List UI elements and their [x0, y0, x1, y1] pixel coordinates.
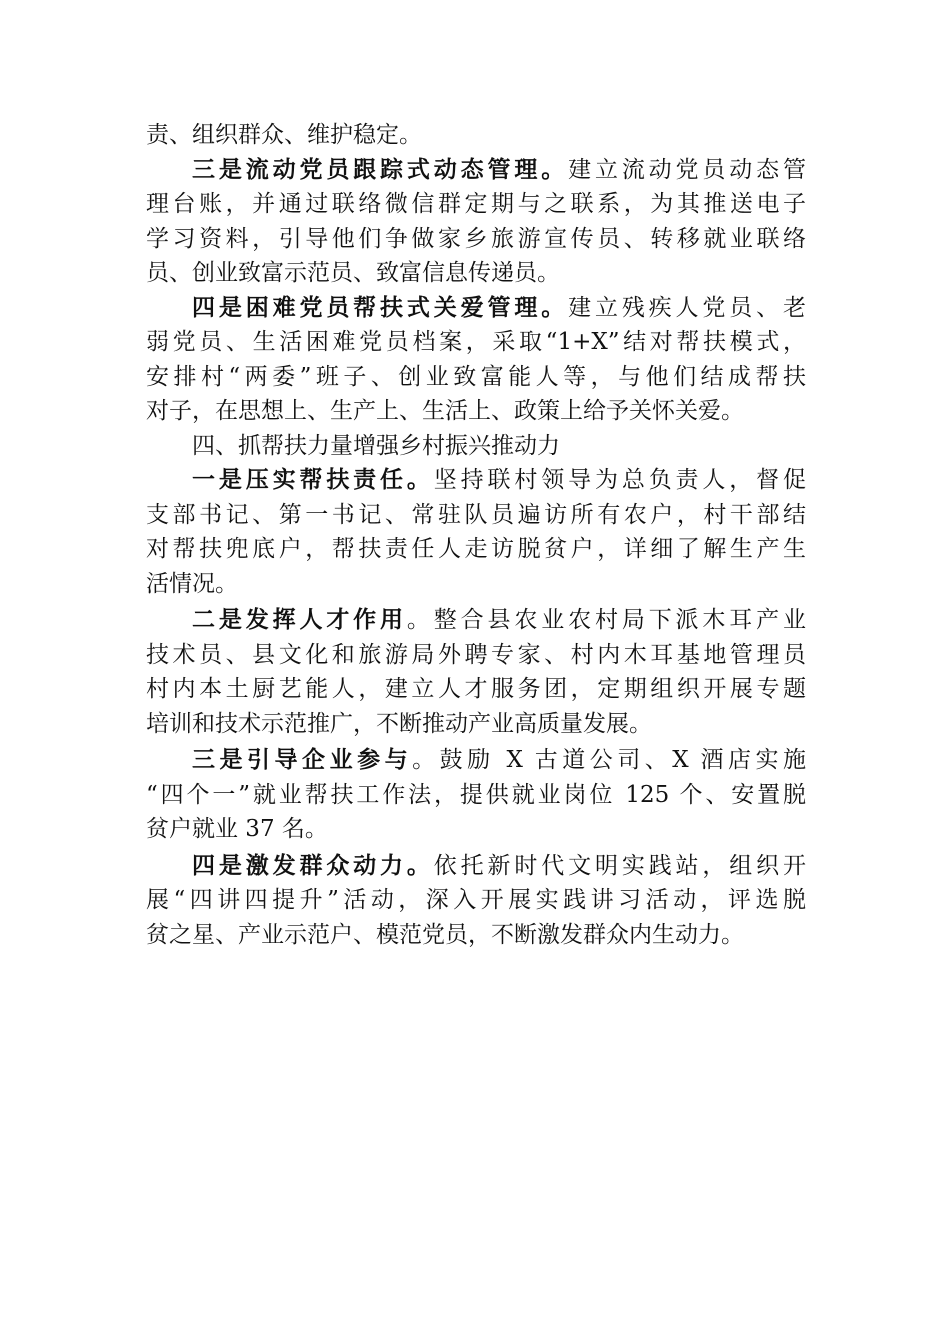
text-span: 依托新时代文明实践站，组织开 — [433, 852, 807, 879]
paragraph-lead: 二是发挥人才作用 — [192, 606, 407, 633]
paragraph-mobile-party-members — [146, 153, 806, 291]
text-line: 贫户就业 37 名。 — [146, 816, 328, 842]
text-span: 建立流动党员动态管 — [568, 156, 807, 183]
paragraph-lead: 四是困难党员帮扶式关爱管理。 — [192, 293, 569, 321]
paragraph-continuation — [146, 118, 806, 153]
document-body — [146, 118, 806, 952]
paragraph-assistance-responsibility — [146, 463, 806, 601]
text-line: 技术员、县文化和旅游局外聘专家、村内木耳基地管理员 — [146, 641, 806, 668]
text-line — [146, 603, 806, 638]
text-line: 对帮扶兜底户，帮扶责任人走访脱贫户，详细了解生产生 — [146, 536, 806, 562]
text-span: 。鼓励 X 古道公司、X 酒店实施 — [412, 747, 807, 773]
paragraph-talent-role — [146, 603, 806, 741]
paragraph-mass-motivation — [146, 849, 806, 953]
paragraph-lead: 三是流动党员跟踪式动态管理。 — [192, 155, 569, 183]
text-line: 展“四讲四提升”活动，深入开展实践讲习活动，评选脱 — [146, 887, 806, 913]
text-line — [146, 743, 806, 778]
text-line — [146, 849, 806, 884]
text-line: 责、组织群众、维护稳定。 — [146, 122, 422, 148]
text-line: 学习资料，引导他们争做家乡旅游宣传员、转移就业联络 — [146, 225, 806, 252]
text-line: “四个一”就业帮扶工作法，提供就业岗位 125 个、安置脱 — [146, 781, 806, 808]
text-line: 贫之星、产业示范户、模范党员，不断激发群众内生动力。 — [146, 921, 744, 948]
paragraph-enterprise-participation — [146, 743, 806, 847]
text-span: 。整合县农业农村局下派木耳产业 — [406, 607, 807, 633]
text-line: 员、创业致富示范员、致富信息传递员。 — [146, 260, 560, 286]
text-line: 安排村“两委”班子、创业致富能人等，与他们结成帮扶 — [146, 363, 806, 390]
text-line: 村内本土厨艺能人，建立人才服务团，定期组织开展专题 — [146, 676, 806, 702]
paragraph-lead: 三是引导企业参与 — [192, 746, 413, 773]
text-line: 理台账，并通过联络微信群定期与之联系，为其推送电子 — [146, 191, 806, 217]
text-line: 对子，在思想上、生产上、生活上、政策上给予关怀关爱。 — [146, 398, 744, 424]
text-line: 弱党员、生活困难党员档案，采取“1+X”结对帮扶模式， — [146, 329, 806, 355]
text-span: 坚持联村领导为总负责人，督促 — [433, 467, 807, 493]
text-line — [146, 291, 806, 326]
paragraph-lead: 一是压实帮扶责任。 — [192, 466, 434, 493]
paragraph-lead: 四是激发群众动力。 — [192, 851, 434, 879]
section-heading-text: 四、抓帮扶力量增强乡村振兴推动力 — [192, 432, 560, 459]
paragraph-needy-party-members — [146, 291, 806, 429]
text-line: 培训和技术示范推广，不断推动产业高质量发展。 — [146, 710, 652, 737]
text-line: 活情况。 — [146, 570, 238, 597]
section-heading — [146, 429, 806, 464]
text-line: 支部书记、第一书记、常驻队员遍访所有农户，村干部结 — [146, 501, 806, 528]
text-line — [146, 153, 806, 188]
text-line — [146, 463, 806, 498]
text-span: 建立残疾人党员、老 — [568, 294, 807, 321]
